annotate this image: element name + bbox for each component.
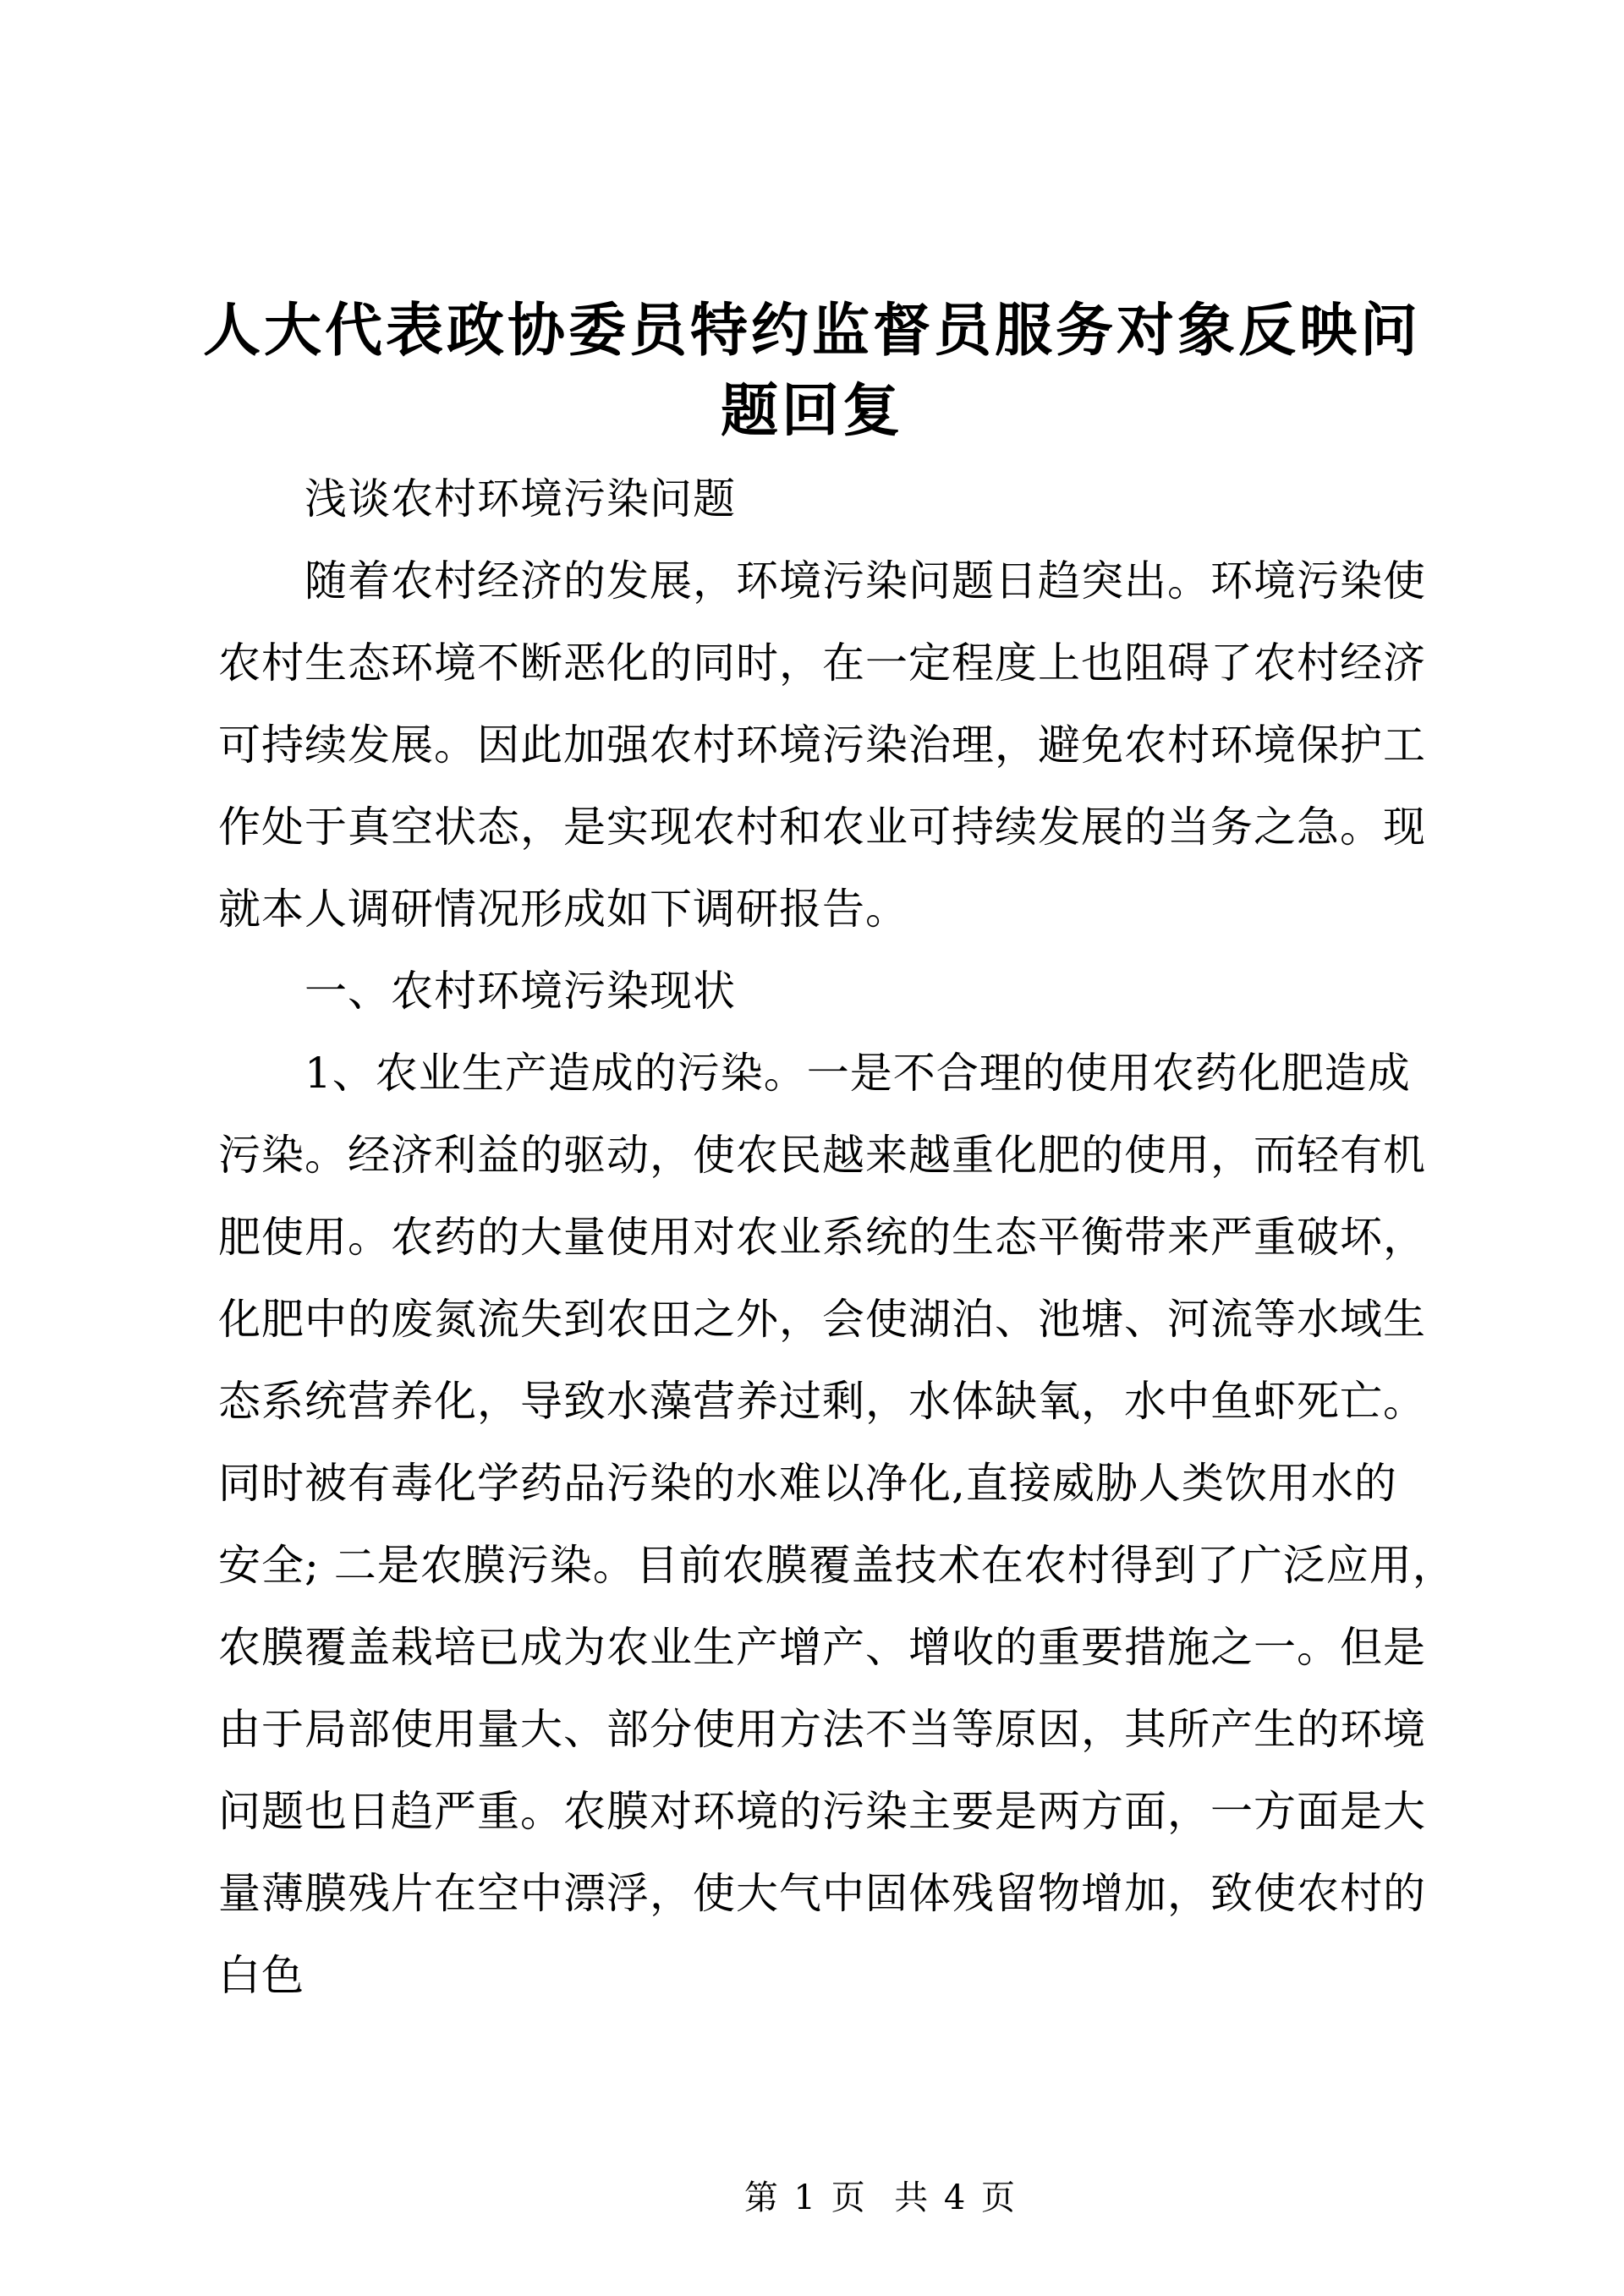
body-line: 一、农村环境污染现状: [304, 967, 736, 1016]
body-line: 肥使用。农药的大量使用对农业系统的生态平衡带来严重破坏，: [218, 1213, 1426, 1262]
body-line: 浅谈农村环境污染问题: [304, 474, 736, 523]
body-line: 可持续发展。因此加强农村环境污染治理，避免农村环境保护工: [218, 721, 1426, 770]
body-line: 农膜覆盖栽培已成为农业生产增产、增收的重要措施之一。但是: [218, 1623, 1426, 1672]
page-number-indicator: 第 1 页 共 4 页: [743, 2178, 1018, 2217]
body-line: 量薄膜残片在空中漂浮，使大气中固体残留物增加，致使农村的: [218, 1869, 1426, 1918]
body-line: 污染。经济利益的驱动，使农民越来越重化肥的使用，而轻有机: [218, 1131, 1426, 1180]
body-line: 态系统营养化，导致水藻营养过剩，水体缺氧，水中鱼虾死亡。: [218, 1377, 1426, 1426]
title-line-2: 题回复: [720, 377, 903, 445]
body-line: 就本人调研情况形成如下调研报告。: [218, 885, 908, 934]
body-line: 作处于真空状态，是实现农村和农业可持续发展的当务之急。现: [218, 803, 1426, 852]
page-footer: [118, 2119, 1590, 2277]
body-line: 白色: [218, 1951, 304, 2000]
body-line: 问题也日趋严重。农膜对环境的污染主要是两方面，一方面是大: [218, 1787, 1426, 1836]
body-line: 同时被有毒化学药品污染的水难以净化,直接威胁人类饮用水的: [218, 1459, 1397, 1508]
body-line: 由于局部使用量大、部分使用方法不当等原因，其所产生的环境: [218, 1705, 1426, 1754]
body-line: 化肥中的废氮流失到农田之外，会使湖泊、池塘、河流等水域生: [218, 1295, 1426, 1344]
body-line: 农村生态环境不断恶化的同时，在一定程度上也阻碍了农村经济: [218, 638, 1426, 688]
document-title: [93, 291, 1531, 452]
body-line: 随着农村经济的发展，环境污染问题日趋突出。环境污染使: [304, 556, 1426, 606]
document-body: [218, 458, 1487, 2017]
title-line-1: 人大代表政协委员特约监督员服务对象反映问: [202, 297, 1421, 364]
body-line: 1、农业生产造成的污染。一是不合理的使用农药化肥造成: [304, 1049, 1411, 1098]
body-line: 安全; 二是农膜污染。目前农膜覆盖技术在农村得到了广泛应用，: [218, 1541, 1456, 1590]
